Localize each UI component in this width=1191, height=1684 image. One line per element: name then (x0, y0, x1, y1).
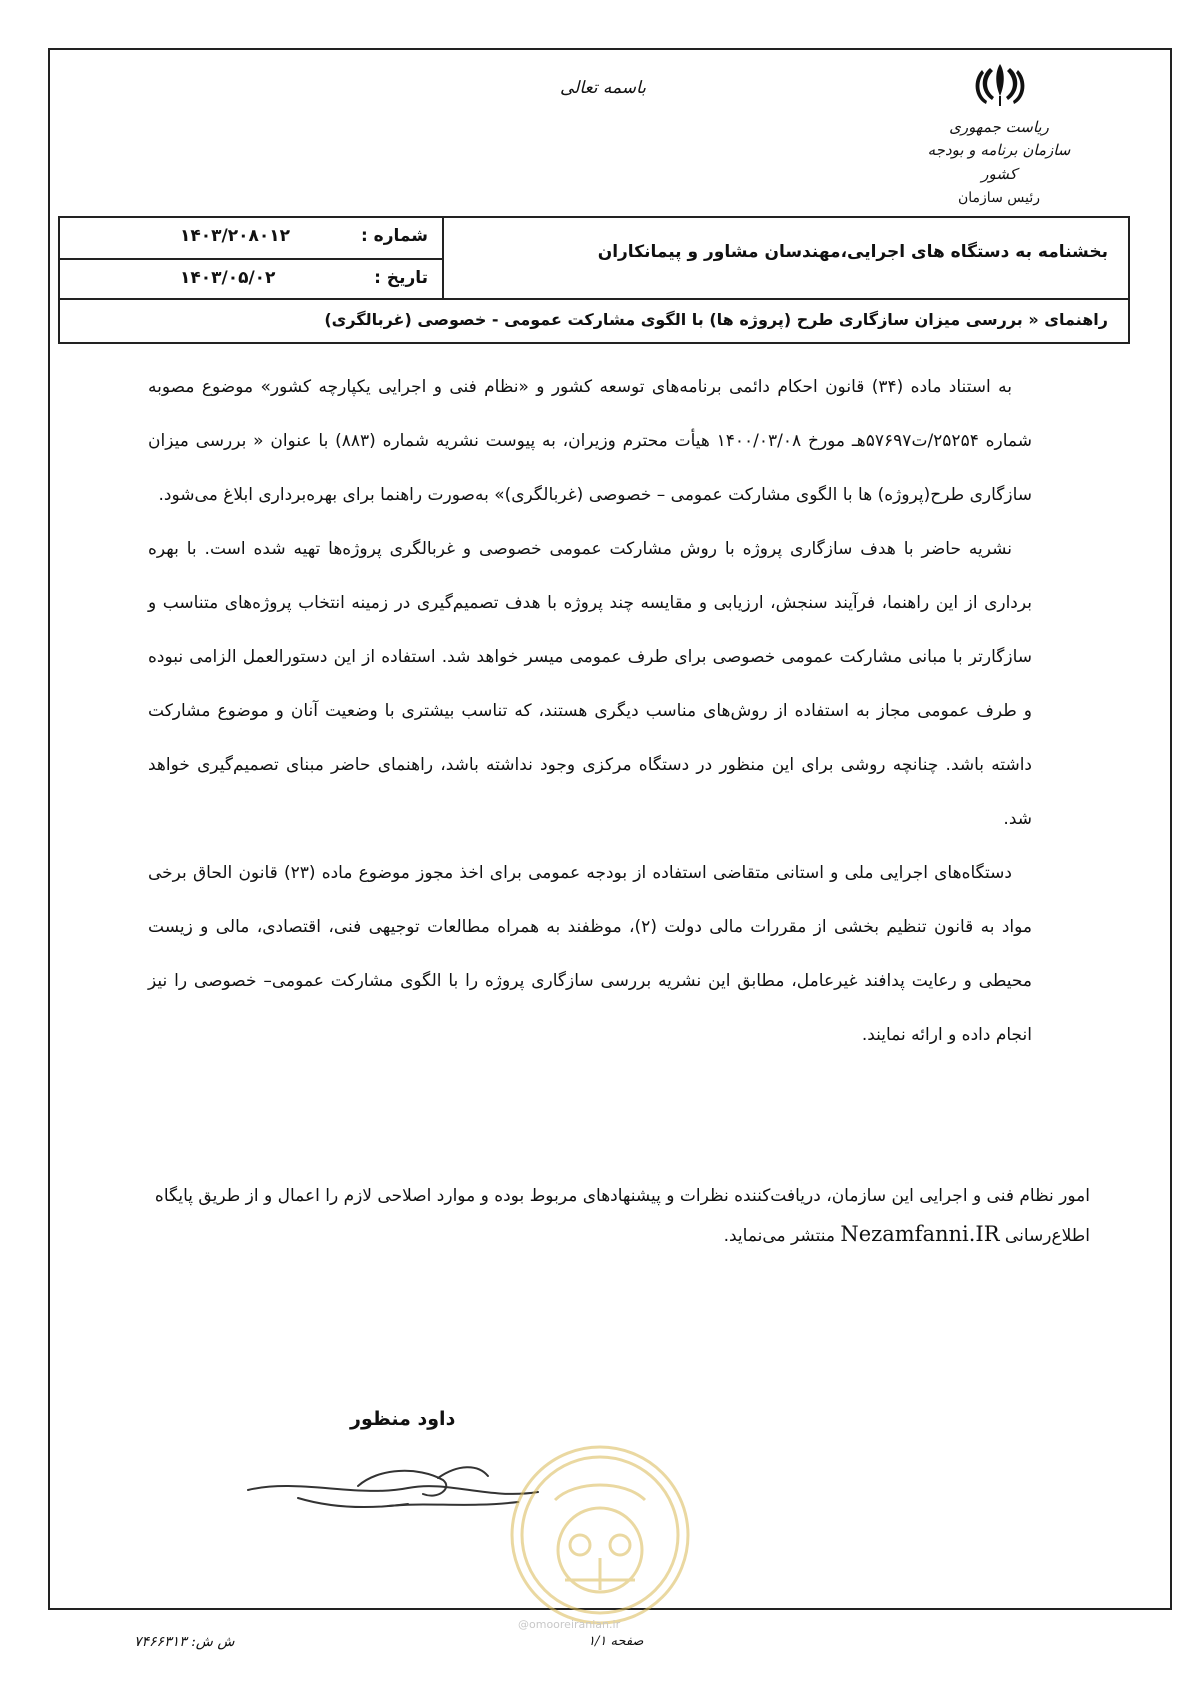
signer-name: داود منظور (350, 1408, 456, 1430)
official-seal-icon (505, 1440, 695, 1630)
footer-note-before: امور نظام فنی و اجرایی این سازمان، دریافت‌کننده نظرات و پیشنهادهای مربوط بوده و موارد اصلاحی لازم را اعمال و از طریق پایگاه اطلاع‌رسانی (154, 1186, 1090, 1246)
signature-icon (238, 1458, 548, 1548)
org-line-organization: سازمان برنامه و بودجه کشور (927, 141, 1071, 183)
recipients: بخشنامه به دستگاه های اجرایی،مهندسان مشاور و پیمانکاران (597, 242, 1108, 262)
footer-note-site: Nezamfanni.IR (840, 1222, 1000, 1246)
organization-block (909, 116, 1089, 210)
serial-number: ش ش: ۷۴۶۶۳۱۳ (134, 1634, 235, 1650)
paragraph-1: به استناد ماده (۳۴) قانون احکام دائمی برنامه‌های توسعه کشور و «نظام فنی و اجرایی یکپارچه کشور» موضوع مصوبه شماره ۲۵۲۵۴/ت۵۷۶۹۷هـ مورخ ۱۴۰۰/۰۳/۰۸ هیأت محترم وزیران، به پیوست نشریه شماره (۸۸۳) با عنوان « بررسی میزان سازگاری طرح(پروژه) ها با الگوی مشارکت عمومی – خصوصی (غربالگری)» به‌صورت راهنما برای بهره‌برداری ابلاغ می‌شود. (148, 377, 1032, 505)
basmala: باسمه تعالی (560, 78, 646, 98)
page-number: صفحه ۱/۱ (588, 1634, 644, 1649)
header-divider-vertical (442, 218, 444, 298)
org-line-presidency: ریاست جمهوری (949, 118, 1049, 136)
letter-body (148, 360, 1032, 1062)
footer-note (150, 1177, 1090, 1255)
iran-emblem-icon (968, 60, 1032, 110)
paragraph-3: دستگاه‌های اجرایی ملی و استانی متقاضی استفاده از بودجه عمومی برای اخذ مجوز موضوع ماده (۲۳) قانون الحاق برخی مواد به قانون تنظیم بخشی از مقررات مالی دولت (۲)، موظفند به همراه مطالعات توجیهی فنی، اقتصادی، مالی و زیست محیطی و رعایت پدافند غیرعامل، مطابق این نشریه بررسی سازگاری پروژه را با الگوی مشارکت عمومی– خصوصی را نیز انجام داده و ارائه نمایند. (148, 863, 1032, 1045)
subject-box (58, 300, 1130, 344)
date-label: تاریخ : (374, 268, 428, 288)
org-line-head: رئیس سازمان (958, 190, 1040, 206)
paragraph-2: نشریه حاضر با هدف سازگاری پروژه با روش مشارکت عمومی خصوصی و غربالگری پروژه‌ها تهیه شده است. با بهره برداری از این راهنما، فرآیند سنجش، ارزیابی و مقایسه چند پروژه با هدف تصمیم‌گیری در زمینه انتخاب پروژه‌های متناسب و سازگارتر با مبانی مشارکت عمومی خصوصی برای طرف عمومی میسر خواهد شد. استفاده از این دستورالعمل الزامی نبوده و طرف عمومی مجاز به استفاده از روش‌های مناسب دیگری هستند، که تناسب بیشتری با وضعیت آنان و موضوع مشارکت داشته باشد. چنانچه روشی برای این منظور در دستگاه مرکزی وجود نداشته باشد، راهنمای حاضر مبنای تصمیم‌گیری خواهد شد. (148, 539, 1032, 829)
header-table (58, 216, 1130, 300)
footer-note-after: منتشر می‌نماید. (723, 1226, 835, 1246)
date-value: ۱۴۰۳/۰۵/۰۲ (180, 268, 276, 288)
header-divider-horizontal (60, 258, 442, 260)
number-value: ۱۴۰۳/۲۰۸۰۱۲ (180, 226, 290, 246)
subject: راهنمای « بررسی میزان سازگاری طرح (پروژه ها) با الگوی مشارکت عمومی - خصوصی (غربالگری) (324, 310, 1108, 329)
watermark-url: @omooreiranian.ir (518, 1618, 621, 1631)
number-label: شماره : (360, 226, 428, 246)
